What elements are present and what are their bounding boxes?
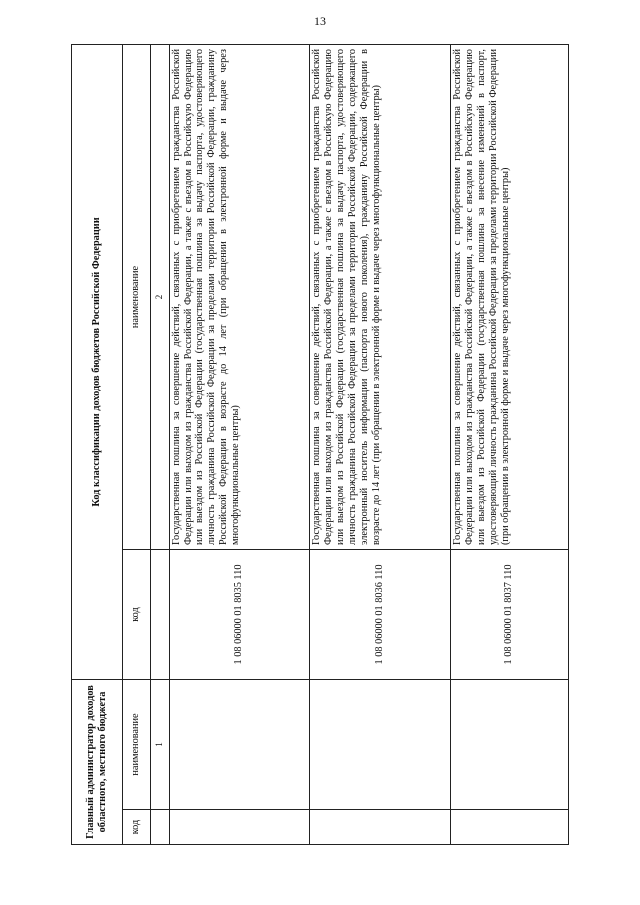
table-row <box>169 45 310 845</box>
admin-name-cell <box>310 680 451 810</box>
column-number-row <box>150 45 169 845</box>
classification-code: 1 08 06000 01 8037 110 <box>450 550 568 680</box>
rotated-table-wrapper <box>71 45 569 845</box>
classification-name: Государственная пошлина за совершение действий, связанных с приобретением гражданства Российской Федерации или выходом из гражданства Российской Федерации, а также с въездом в Российскую Федерацию или выездом из Российской Федерации (государственная пошлина за выдачу паспорта, удостоверяющего личность гражданина Российской Федерации за пределами территории Российской Федерации, гражданину Российской Федерации в возрасте до 14 лет (при обращении в электронной форме и выдаче через многофункциональные центры) <box>169 45 310 550</box>
column-number: 1 <box>150 680 169 810</box>
table-header-group-row <box>72 45 123 845</box>
header-admin-name: наименование <box>122 680 150 810</box>
admin-name-cell <box>450 680 568 810</box>
header-admin-group: Главный администратор доходов областного, местного бюджета <box>72 680 123 845</box>
admin-code-cell <box>450 810 568 845</box>
budget-classification-table <box>71 44 569 845</box>
classification-name: Государственная пошлина за совершение действий, связанных с приобретением гражданства Российской Федерации или выходом из гражданства Российской Федерации, а также с въездом в Российскую Федерацию или выездом из Российской Федерации (государственная пошлина за выдачу паспорта, удостоверяющего личность гражданина Российской Федерации за пределами территории Российской Федерации, содержащего электронный носитель информации (паспорта нового поколения), гражданину Российской Федерации в возрасте до 14 лет (при обращении в электронной форме и выдаче через многофункциональные центры) <box>310 45 451 550</box>
page-number: 13 <box>314 14 326 28</box>
table-row <box>310 45 451 845</box>
admin-code-cell <box>169 810 310 845</box>
header-class-name: наименование <box>122 45 150 550</box>
header-class-code: код <box>122 550 150 680</box>
admin-code-cell <box>310 810 451 845</box>
table-row <box>450 45 568 845</box>
table-header-sub-row <box>122 45 150 845</box>
column-number <box>150 550 169 680</box>
column-number: 2 <box>150 45 169 550</box>
header-classification-group: Код классификации доходов бюджетов Российской Федерации <box>72 45 123 680</box>
column-number <box>150 810 169 845</box>
header-admin-code: код <box>122 810 150 845</box>
classification-code: 1 08 06000 01 8035 110 <box>169 550 310 680</box>
classification-code: 1 08 06000 01 8036 110 <box>310 550 451 680</box>
classification-name: Государственная пошлина за совершение действий, связанных с приобретением гражданства Российской Федерации или выходом из гражданства Российской Федерации, а также с въездом в Российскую Федерацию или выездом из Российской Федерации (государственная пошлина за внесение изменений в паспорт, удостоверяющий личность гражданина Российской Федерации за пределами территории Российской Федерации (при обращении в электронной форме и выдаче через многофункциональные центры) <box>450 45 568 550</box>
admin-name-cell <box>169 680 310 810</box>
